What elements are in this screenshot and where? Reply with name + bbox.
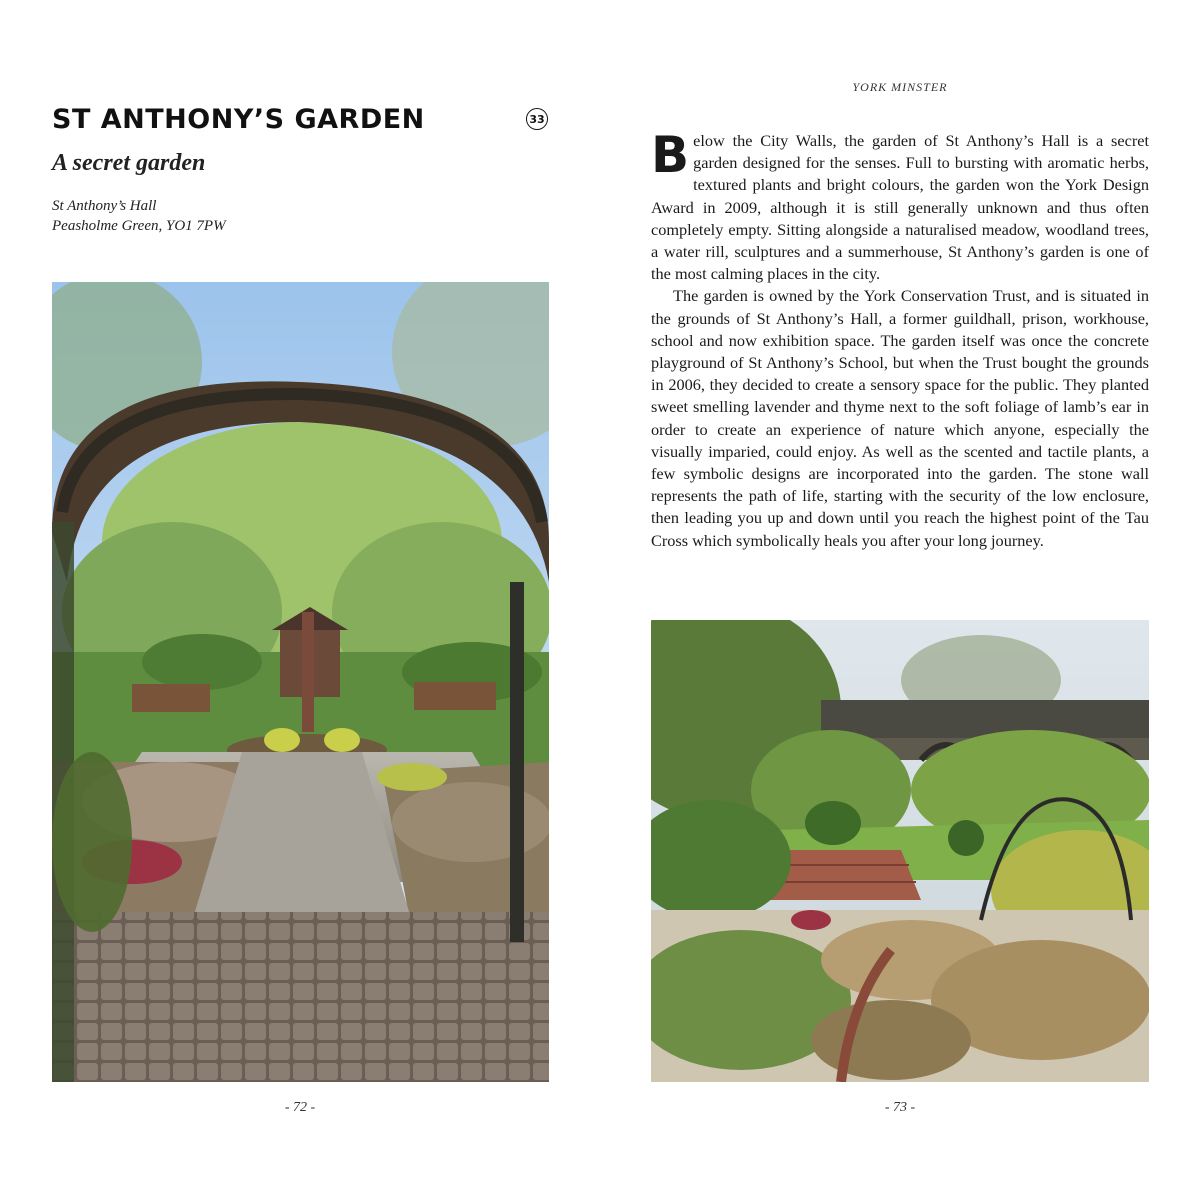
page-subtitle: A secret garden xyxy=(52,150,206,176)
drop-cap: B xyxy=(651,126,690,184)
garden-arch-illustration xyxy=(52,282,549,1082)
garden-arch-photo xyxy=(52,282,549,1082)
body-text xyxy=(651,126,1149,552)
sunken-garden-photo xyxy=(651,620,1149,1082)
paragraph-2: The garden is owned by the York Conservation Trust, and is situated in the grounds of St Anthony’s Hall, a former guildhall, prison, workhouse, school and now exhibition space. The garden itself was once the concrete playground of St Anthony’s School, but when the Trust bought the grounds in 2006, they decided to create a sensory space for the public. They planted sweet smelling lavender and thyme next to the soft foliage of lamb’s ear in order to create an experience of nature which anyone, especially the visually imparied, could enjoy. As well as the scented and tactile plants, a few symbolic designs are incorporated into the garden. The stone wall represents the path of life, starting with the security of the low enclosure, then leading you up and down until you reach the highest point of the Tau Cross which symbolically heals you after your long journey. xyxy=(651,286,1149,550)
address-line-1: St Anthony’s Hall xyxy=(52,198,157,214)
address-line-2: Peasholme Green, YO1 7PW xyxy=(52,218,226,234)
page-title: ST ANTHONY’S GARDEN xyxy=(52,104,425,135)
paragraph-1 xyxy=(651,126,1149,285)
page-number-left: - 72 - xyxy=(284,1100,316,1115)
page-number-right: - 73 - xyxy=(884,1100,916,1115)
entry-number-badge: 33 xyxy=(526,108,548,130)
right-page xyxy=(600,0,1200,1200)
address-block xyxy=(52,196,226,236)
sunken-garden-illustration xyxy=(651,620,1149,1082)
paragraph-1-text: elow the City Walls, the garden of St Anthony’s Hall is a secret garden designed for the senses. Full to bursting with aromatic herbs, textured plants and bright colours, the garden won the York Design Award in 2009, although it is still generally unknown and thus often completely empty. Sitting alongside a naturalised meadow, woodland trees, a water rill, sculptures and a summerhouse, St Anthony’s garden is one of the most calming places in the city. xyxy=(651,131,1149,284)
running-head: YORK MINSTER xyxy=(852,80,948,94)
